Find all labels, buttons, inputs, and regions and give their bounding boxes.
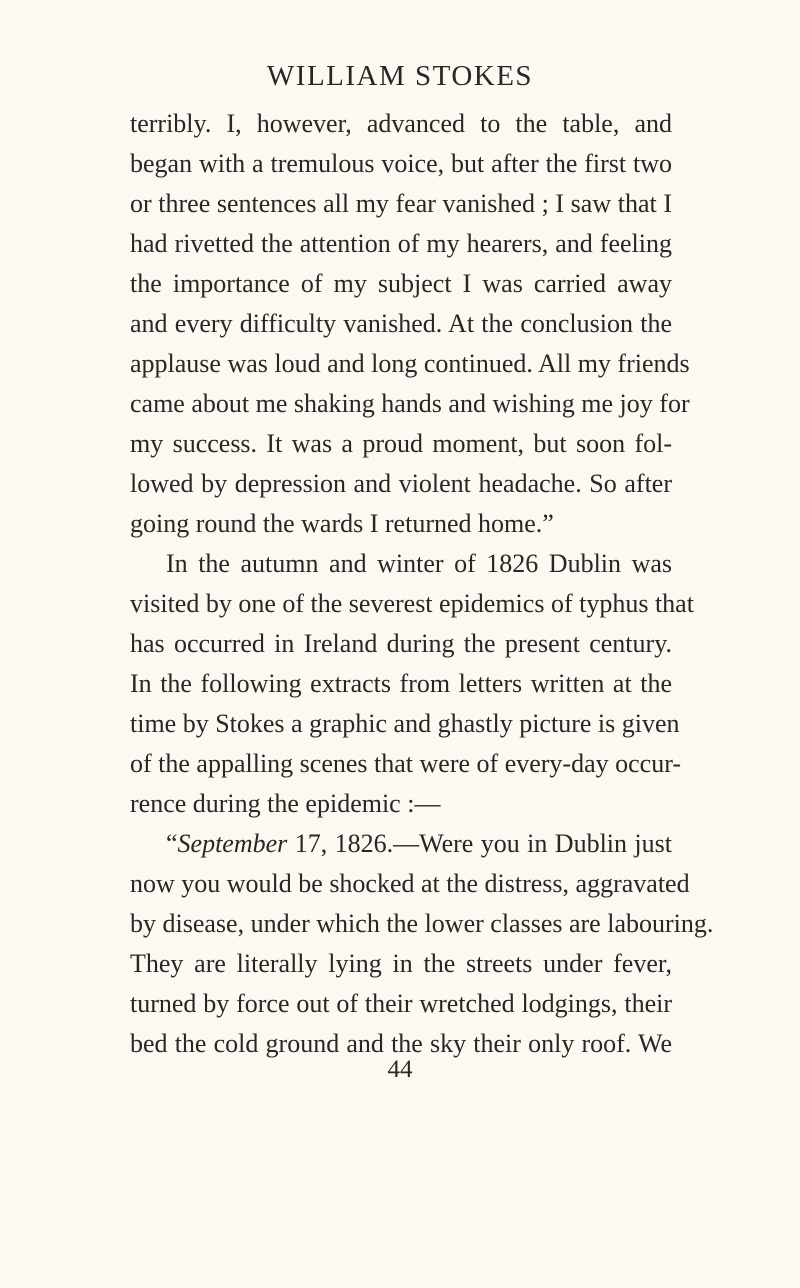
text-line: came about me shaking hands and wishing me joy for: [130, 389, 690, 418]
text-line: going round the wards I returned home.”: [130, 509, 554, 538]
open-quote: “: [166, 829, 178, 858]
text-line: turned by force out of their wretched lodgings, their: [130, 989, 672, 1018]
body-text: [130, 104, 714, 1064]
text-line: applause was loud and long continued. All my friends: [130, 349, 690, 378]
text-line: They are literally lying in the streets under fever,: [130, 949, 672, 978]
text-line: began with a tremulous voice, but after the first two: [130, 149, 672, 178]
text-line: or three sentences all my fear vanished ; I saw that I: [130, 189, 672, 218]
text-line: and every difficulty vanished. At the conclusion the: [130, 309, 672, 338]
text-line: had rivetted the attention of my hearers, and feeling: [130, 229, 672, 258]
letter-first-line-rest: 17, 1826.—Were you in Dublin just: [287, 829, 672, 858]
text-line: bed the cold ground and the sky their only roof. We: [130, 1029, 672, 1058]
text-line: by disease, under which the lower classes are labouring.: [130, 909, 714, 938]
text-line: time by Stokes a graphic and ghastly picture is given: [130, 709, 680, 738]
letter-first-line: [130, 824, 672, 864]
text-line: now you would be shocked at the distress, aggravated: [130, 869, 690, 898]
text-line: In the following extracts from letters written at the: [130, 669, 672, 698]
text-line: of the appalling scenes that were of every-day occur-: [130, 749, 682, 778]
text-line: rence during the epidemic :—: [130, 789, 441, 818]
text-line: the importance of my subject I was carried away: [130, 269, 672, 298]
text-line: In the autumn and winter of 1826 Dublin was: [166, 549, 672, 578]
running-head: WILLIAM STOKES: [266, 60, 534, 92]
text-line: terribly. I, however, advanced to the table, and: [130, 109, 672, 138]
text-line: my success. It was a proud moment, but soon fol-: [130, 429, 672, 458]
letter-date-month: September: [177, 829, 288, 858]
text-line: has occurred in Ireland during the present century.: [130, 629, 672, 658]
page-number: 44: [387, 1056, 413, 1083]
text-line: lowed by depression and violent headache. So after: [130, 469, 672, 498]
text-line: visited by one of the severest epidemics of typhus that: [130, 589, 694, 618]
